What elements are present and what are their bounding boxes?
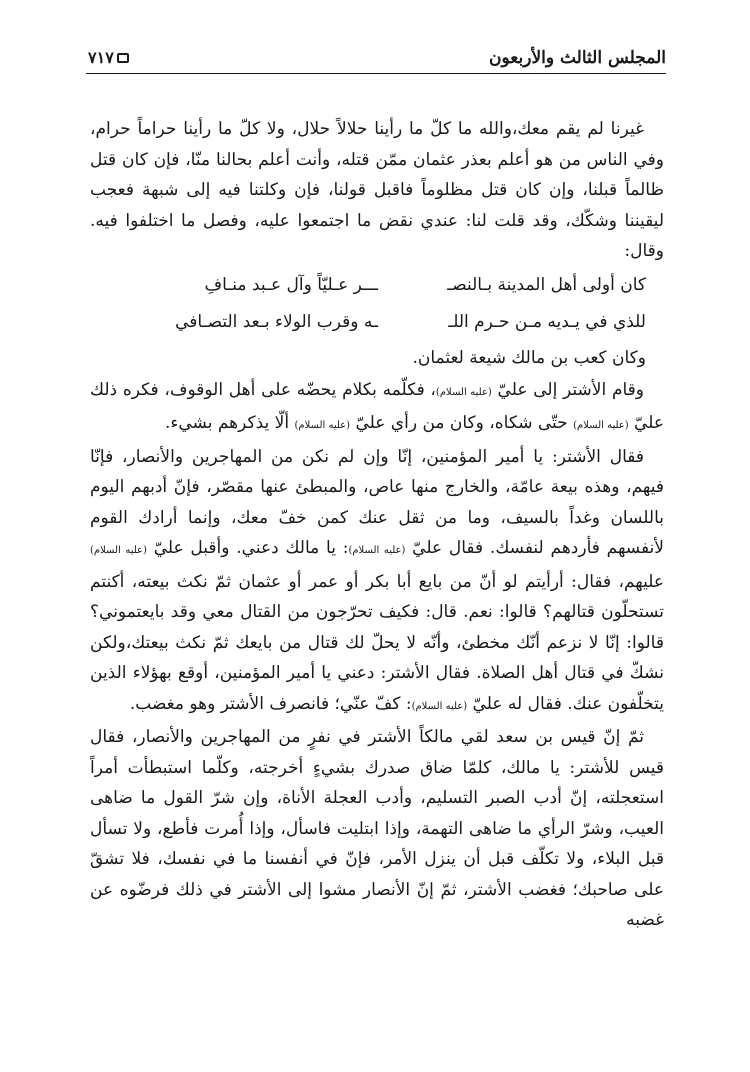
poem-verse-1	[90, 267, 664, 304]
page-number-area	[88, 48, 129, 67]
p3-text-c: : يا مالك دعني. وأقبل عليّ	[146, 538, 349, 558]
poem	[90, 267, 664, 375]
p2-text-g: ألّا يذكرهم بشيء.	[164, 413, 295, 433]
verse-2-first-hemistich: للذي في يـديه مـن حـرم اللـ	[448, 311, 646, 332]
p2-text-a: وقام الأشتر إلى عليّ	[491, 379, 644, 400]
verse-2-second-hemistich: ـه وقرب الولاء بـعد التصـافي	[175, 311, 378, 332]
p2-text-c: ، فكلّمه بكلام يحضّه على أهل الوقوف، فكره ذلك عليّ	[90, 379, 664, 433]
poem-verse-2	[90, 304, 664, 341]
honorific: (عليه السلام)	[90, 545, 147, 556]
honorific: (عليه السلام)	[348, 545, 406, 556]
p3-text-a: فقال الأشتر: يا أمير المؤمنين، إنّا وإن لم نكن من المهاجرين والأنصار، فإنّا فيهم، وهذه بيعة عامّة، والخارج منها عاص، والمبطئ عنها مقصّر، فإنّ أدبهم اليوم باللسان وغداً بالسيف، وما من ثقل عنك كمن خفّ معك، وإنما أرادك القوم لأنفسهم فأردهم لنفسك. فقال عليّ	[90, 446, 665, 558]
poem-note: وكان كعب بن مالك شيعة لعثمان.	[412, 347, 646, 368]
honorific: (عليه السلام)	[573, 420, 629, 431]
running-title: المجلس الثالث والأربعون	[489, 48, 666, 68]
paragraph-4: ثمّ إنّ قيس بن سعد لقي مالكاً الأشتر في نفرٍ من المهاجرين والأنصار، فقال قيس للأشتر: يا مالك، كلمّا ضاق صدرك بشيءٍ أخرجته، وكلّما استبطأت أمراً استعجلته، إنّ أدب الصبر التسليم، وأدب العجلة الأناة، وإن شرّ القول ما ضاهى العيب، وشرّ الرأي ما ضاهى التهمة، وإذا ابتليت فاسأل، وإذا أُمرت فأطع، ولا تسأل قبل البلاء، ولا تكلّف قبل أن ينزل الأمر، فإنّ في أنفسنا ما في نفسك، فلا تشقّ على صاحبك؛ فغضب الأشتر، ثمّ إنّ الأنصار مشوا إلى الأشتر في ذلك فرضّوه عن غضبه	[90, 727, 664, 930]
honorific: (عليه السلام)	[435, 386, 492, 398]
page-number: ٧١٧	[88, 48, 114, 67]
page-box-icon	[117, 53, 129, 63]
verse-1-first-hemistich: كان أولى أهل المدينة بـالنصـ	[447, 274, 646, 295]
paragraph-3	[90, 442, 664, 723]
page-header	[88, 44, 666, 74]
paragraph-1: غيرنا لم يقم معك،والله ما كلّ ما رأينا حلالاً حلال، ولا كلّ ما رأينا حراماً حرام، وفي الناس من هو أعلم بعذر عثمان ممّن قتله، وأنت أعلم بحالنا منّا، فإن كان قتل ظالماً قبلنا، وإن كان قتل مظلوماً فاقبل قولنا، فإن وكلتنا فيه إلى شبهة فعجب ليقيننا وشكّك، وقد قلت لنا: عندي نقض ما اجتمعوا عليه، وفصل ما اختلفوا فيه. وقال:	[90, 119, 664, 261]
honorific: (عليه السلام)	[411, 700, 468, 712]
p2-text-e: حتّى شكاه، وكان من رأي عليّ	[350, 413, 574, 433]
body-text	[90, 114, 664, 936]
header-divider	[86, 73, 666, 74]
paragraph-2	[90, 375, 664, 442]
verse-1-second-hemistich: ـــر عـليّاً وآل عـبد منـافِ	[204, 274, 378, 295]
honorific: (عليه السلام)	[294, 420, 351, 431]
p3-text-g: : كفّ عنّي؛ فانصرف الأشتر وهو مغضب.	[129, 693, 412, 714]
p3-text-e: عليهم، فقال: أرأيتم لو أنّ من بايع أبا بكر أو عمر أو عثمان ثمّ نكث بيعته، أكنتم تستحلّون قتالهم؟ قالوا: نعم. قال: فكيف تحرّجون من القتال معي وقد بايعتموني؟ قالوا: إنّا لا نزعم أنّك مخطئ، وأنّه لا يحلّ لك قتال من بايعك ثمّ نكث بيعتك،ولكن نشكّ في قتال أهل الصلاة. فقال الأشتر: دعني يا أمير المؤمنين، أوقع بهؤلاء الذين يتخلّفون عنك. فقال له عليّ	[90, 571, 664, 714]
